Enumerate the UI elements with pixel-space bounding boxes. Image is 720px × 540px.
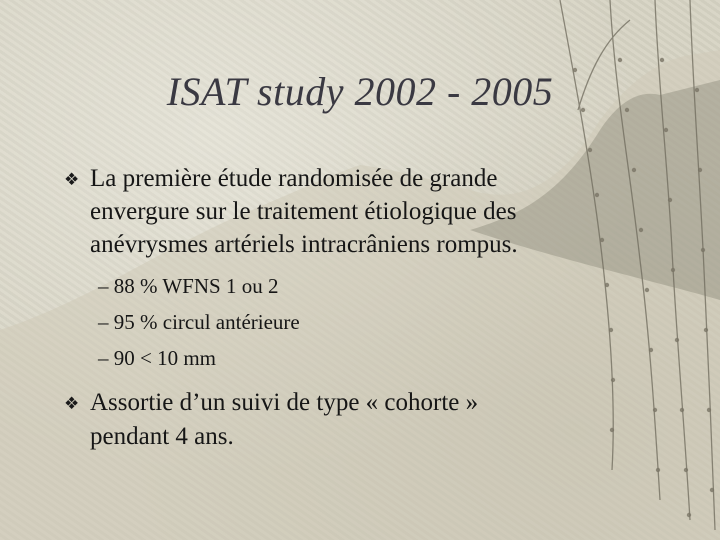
bullet-1-line-3: anévrysmes artériels intracrâniens rompus. xyxy=(90,231,518,258)
subitem-2: – 95 % circul antérieure xyxy=(98,310,300,334)
subitem-3: – 90 < 10 mm xyxy=(98,346,217,370)
bullet-2-symbol: ❖ xyxy=(64,394,80,413)
subitem-1: – 88 % WFNS 1 ou 2 xyxy=(98,274,279,298)
bullet-1-symbol: ❖ xyxy=(64,170,80,189)
bullet-2-line-2: pendant 4 ans. xyxy=(90,423,234,450)
bullet-1-line-1: La première étude randomisée de grande xyxy=(90,165,498,192)
bullet-2-line-1: Assortie d’un suivi de type « cohorte » xyxy=(90,389,479,416)
slide-title: ISAT study 2002 - 2005 xyxy=(166,69,554,114)
bullet-1-line-2: envergure sur le traitement étiologique des xyxy=(90,198,517,225)
